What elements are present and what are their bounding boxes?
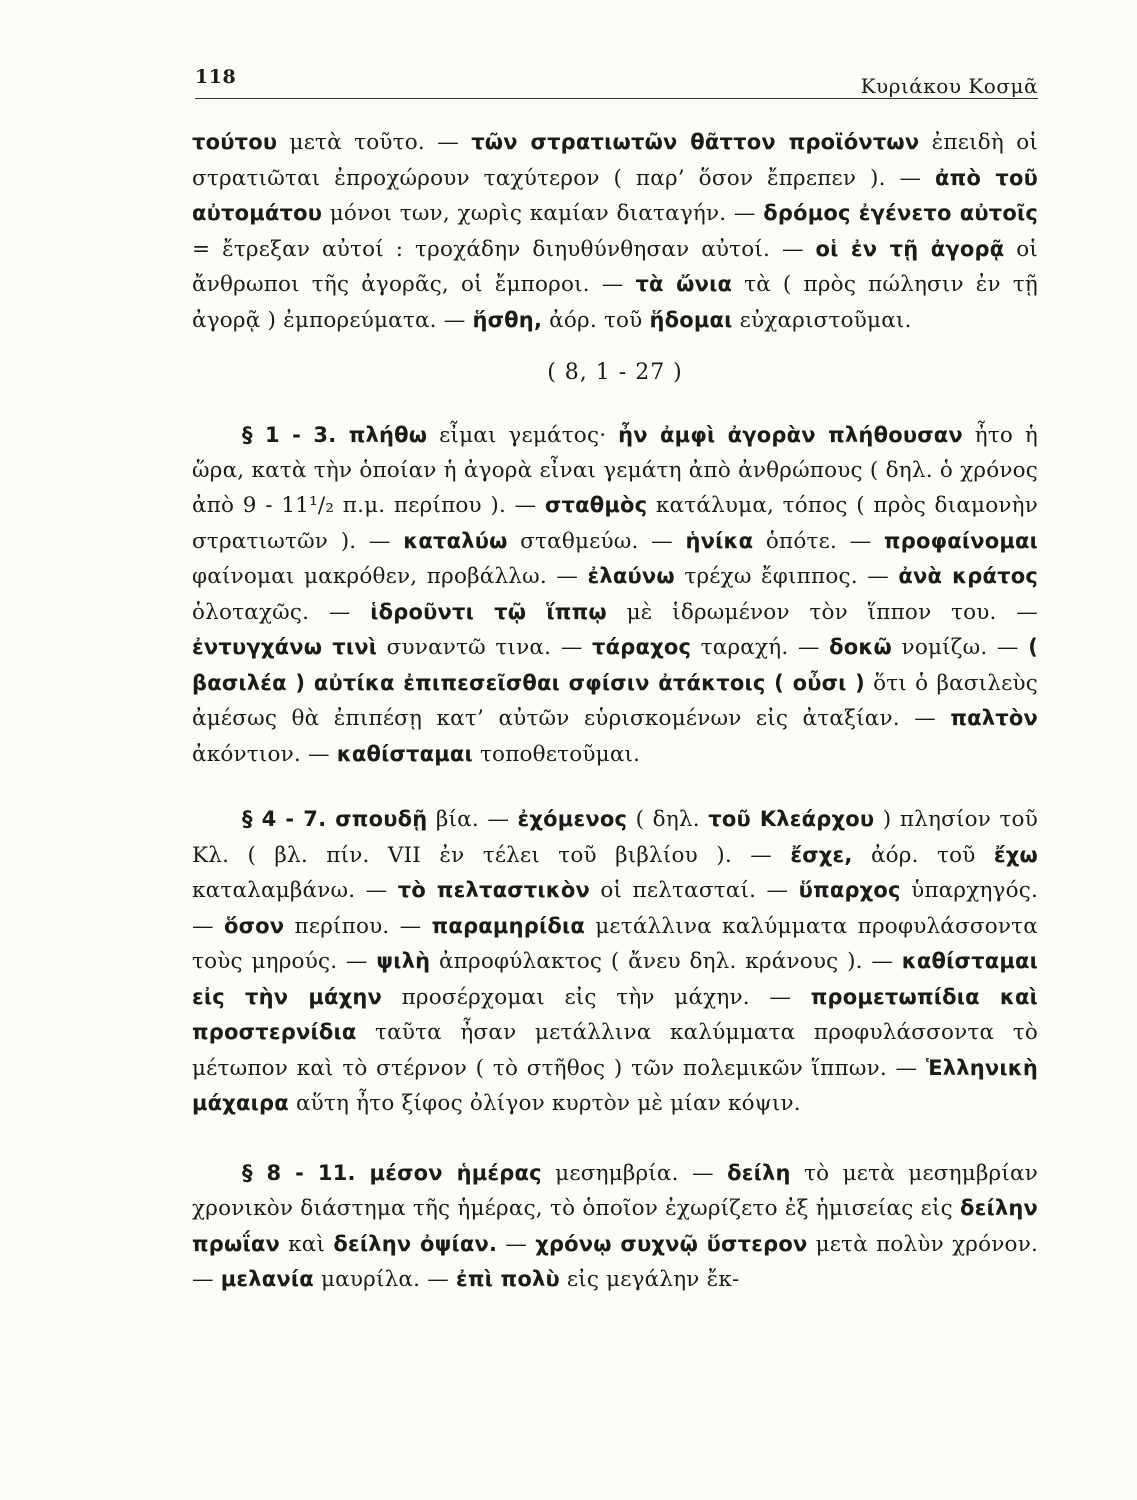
paragraph-section-4-7	[192, 802, 1038, 1122]
gloss-text: τὸ μετὰ μεσημβρίαν χρονικὸν διάστημα τῆς ἡμέρας, τὸ ὁποῖον ἐχωρίζετο ἐξ ἡμισείας εἰς	[192, 1160, 1038, 1221]
lemma-term: τοῦ Κλεάρχου	[708, 807, 875, 831]
gloss-text: —	[497, 1231, 536, 1257]
lemma-term: ἱδροῦντι τῷ ἵππῳ	[370, 599, 607, 624]
lemma-term: οἱ ἐν τῇ ἀγορᾷ	[815, 236, 1005, 261]
paragraph-section-8-11	[192, 1156, 1038, 1298]
lemma-term: προφαίνομαι	[883, 528, 1039, 553]
gloss-text: σταθμεύω. —	[507, 528, 686, 554]
lemma-term: ἡνίκα	[685, 528, 754, 553]
gloss-text: εἶμαι γεμάτος·	[427, 423, 619, 448]
commentary-body	[192, 125, 1038, 1298]
gloss-text: βία. —	[427, 807, 518, 832]
lemma-term: καθίσταμαι	[336, 741, 473, 766]
lemma-term: ὕπαρχος	[798, 878, 901, 902]
lemma-term: δρόμος ἐγένετο αὐτοῖς	[763, 201, 1038, 225]
lemma-term: § 8 - 11. μέσον ἡμέρας	[242, 1160, 542, 1185]
lemma-term: τῶν στρατιωτῶν θᾶττον προϊόντων	[471, 130, 920, 154]
lemma-term: μελανία	[220, 1267, 314, 1291]
gloss-text: καὶ	[280, 1231, 334, 1257]
lemma-term: τούτου	[192, 130, 278, 154]
gloss-text: φαίνομαι μακρόθεν, προβάλλω. —	[192, 564, 588, 589]
paragraph-continuation	[192, 125, 1038, 338]
lemma-term: δοκῶ	[829, 635, 892, 659]
lemma-term: ἐντυγχάνω τινὶ	[192, 635, 378, 659]
lemma-term: ἀνὰ κράτος	[898, 564, 1038, 588]
lemma-term: ἐλαύνω	[587, 564, 675, 588]
gloss-text: μὲ ἱδρωμένον τὸν ἵππον του. —	[606, 599, 1038, 625]
lemma-term: δείλην ὀψίαν.	[333, 1231, 498, 1256]
gloss-text: περίπου. —	[284, 913, 432, 939]
lemma-term: καθίσταμαι εἰς τὴν μάχην	[192, 949, 1038, 1009]
gloss-text: τρέχω ἔφιππος. —	[674, 564, 899, 589]
gloss-text: συναντῶ τινα. —	[377, 635, 592, 660]
gloss-text: καταλαμβάνω. —	[192, 878, 398, 903]
gloss-text: οἱ ἄνθρωποι τῆς ἀγορᾶς, οἱ ἔμποροι. —	[192, 236, 1039, 297]
lemma-term: ( βασιλέα ) αὐτίκα ἐπιπεσεῖσθαι σφίσιν ἀτάκτοις ( οὖσι )	[192, 635, 1038, 695]
gloss-text: ταραχή. —	[691, 635, 830, 660]
paragraph-section-1-3	[192, 418, 1038, 772]
lemma-term: καταλύω	[403, 528, 508, 553]
lemma-term: χρόνῳ συχνῷ ὕστερον	[535, 1231, 808, 1256]
gloss-text: μετὰ τοῦτο. —	[277, 130, 472, 155]
lemma-term: ἐπὶ πολὺ	[455, 1267, 560, 1291]
gloss-text: ταῦτα ἦσαν μετάλλινα καλύμματα προφυλάσσοντα τὸ μέτωπον καὶ τὸ στέρνον ( τὸ στῆθος ) τῶν πολεμικῶν ἵππων. —	[192, 1020, 1038, 1081]
gloss-text: ( δηλ.	[627, 807, 709, 832]
lemma-term: σταθμὸς	[544, 493, 648, 517]
gloss-text: τοποθετοῦμαι.	[472, 741, 641, 767]
lemma-term: ἥσθη,	[472, 307, 543, 332]
lemma-term: τὸ πελταστικὸν	[397, 878, 591, 902]
gloss-text: μετάλλινα καλύμματα προφυλάσσοντα τοὺς μηρούς. —	[192, 913, 1038, 974]
gloss-text: ὑπαρχηγός. —	[192, 878, 1039, 939]
gloss-text: τὰ ( πρὸς πώλησιν ἐν τῇ ἀγορᾷ ) ἐμπορεύματα. —	[192, 272, 1038, 333]
lemma-term: δείλη	[727, 1160, 791, 1185]
gloss-text: εὐχαριστοῦμαι.	[732, 307, 912, 333]
gloss-text: μετὰ πολὺν χρόνον. —	[192, 1231, 1039, 1292]
lemma-term: ἀπὸ τοῦ αὐτομάτου	[192, 165, 1038, 225]
gloss-text: ἀόρ. τοῦ	[542, 307, 650, 333]
gloss-text: οἱ πελτασταί. —	[590, 878, 799, 903]
lemma-term: § 1 - 3. πλήθω	[242, 423, 428, 447]
lemma-term: τὰ ὤνια	[635, 272, 733, 296]
section-heading: ( 8, 1 - 27 )	[547, 360, 683, 385]
lemma-term: ὅσον	[223, 913, 285, 938]
gloss-text: προσέρχομαι εἰς τὴν μάχην. —	[382, 984, 811, 1010]
gloss-text: εἰς μεγάλην ἔκ-	[559, 1267, 740, 1292]
gloss-text: ἀκόντιον. —	[192, 741, 337, 767]
lemma-term: ἔχω	[993, 842, 1038, 867]
lemma-term: ψιλὴ	[376, 949, 431, 973]
gloss-text: μαυρίλα. —	[313, 1267, 456, 1292]
lemma-term: ἥδομαι	[649, 307, 733, 332]
gloss-text: κατάλυμα, τόπος ( πρὸς διαμονὴν στρατιωτῶν ). —	[192, 493, 1038, 554]
lemma-term: ἦν ἀμφὶ ἀγορὰν πλήθουσαν	[618, 423, 963, 447]
gloss-text: μεσημβρία. —	[541, 1160, 728, 1186]
lemma-term: ἐχόμενος	[517, 807, 628, 831]
running-title: Κυριάκου Κοσμᾶ	[860, 74, 1038, 98]
lemma-term: τάραχος	[591, 635, 692, 659]
gloss-text: νομίζω. —	[892, 635, 1029, 660]
gloss-text: ) πλησίον τοῦ Κλ. ( βλ. πίν. VII ἐν τέλει τοῦ βιβλίου ). —	[192, 807, 1038, 868]
page-number: 118	[195, 66, 237, 88]
lemma-term: δείλην πρωΐαν	[192, 1196, 1038, 1256]
lemma-term: Ἑλληνικὴ μάχαιρα	[192, 1055, 1038, 1115]
gloss-text: ἀόρ. τοῦ	[852, 842, 994, 868]
gloss-text: ἐπειδὴ οἱ στρατιῶται ἐπροχώρουν ταχύτερον ( παρ’ ὅσον ἔπρεπεν ). —	[192, 130, 1038, 191]
gloss-text: ὅτι ὁ βασιλεὺς ἀμέσως θὰ ἐπιπέσῃ κατ’ αὐτῶν εὑρισκομένων εἰς ἀταξίαν. —	[192, 670, 1038, 731]
lemma-term: ἔσχε,	[790, 842, 853, 867]
gloss-text: ἦτο ἡ ὥρα, κατὰ τὴν ὁποίαν ἡ ἀγορὰ εἶναι γεμάτη ἀπὸ ἀνθρώπους ( δηλ. ὁ χρόνος ἀπὸ 9 - 11¹/₂ π.μ. περίπου ). —	[192, 423, 1038, 518]
page-header	[195, 60, 1038, 99]
lemma-term: παραμηρίδια	[431, 913, 585, 938]
lemma-term: παλτὸν	[950, 706, 1038, 730]
lemma-term: προμετωπίδια καὶ προστερνίδια	[192, 984, 1038, 1044]
gloss-text: ὁλοταχῶς. —	[192, 599, 371, 625]
gloss-text: = ἔτρεξαν αὐτοί : τροχάδην διηυθύνθησαν αὐτοί. —	[192, 236, 816, 262]
gloss-text: μόνοι των, χωρὶς καμίαν διαταγήν. —	[322, 201, 764, 226]
lemma-term: § 4 - 7. σπουδῇ	[242, 807, 428, 831]
gloss-text: αὕτη ἦτο ξίφος ὀλίγον κυρτὸν μὲ μίαν κόψιν.	[288, 1091, 801, 1116]
gloss-text: ὁπότε. —	[753, 528, 884, 554]
gloss-text: ἀπροφύλακτος ( ἄνευ δηλ. κράνους ). —	[430, 949, 902, 974]
